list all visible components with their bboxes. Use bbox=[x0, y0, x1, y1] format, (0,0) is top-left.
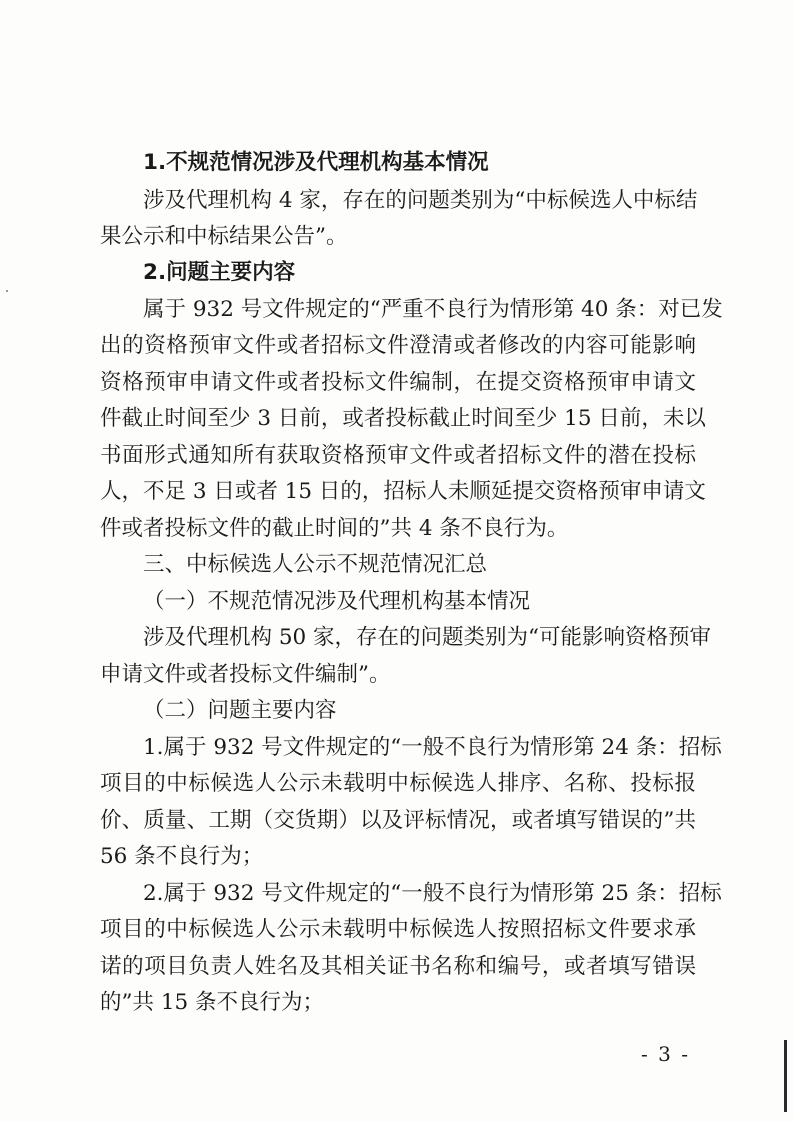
list-item-line: 56 条不良行为； bbox=[100, 844, 264, 869]
scan-edge-mark bbox=[784, 1040, 787, 1112]
scan-speck bbox=[6, 290, 8, 292]
section1-heading: 1.不规范情况涉及代理机构基本情况 bbox=[143, 150, 489, 175]
list-item-line: 价、质量、工期（交货期）以及评标情况，或者填写错误的”共 bbox=[100, 808, 696, 833]
paragraph-line: 件截止时间至少 3 日前，或者投标截止时间至少 15 日前，未以 bbox=[100, 406, 706, 431]
paragraph-line: 申请文件或者投标文件编制”。 bbox=[100, 662, 391, 687]
paragraph-line: 资格预审申请文件或者投标文件编制，在提交资格预审申请文 bbox=[100, 370, 696, 395]
list-item-line: 的”共 15 条不良行为； bbox=[100, 990, 325, 1015]
paragraph-line: 属于 932 号文件规定的“严重不良行为情形第 40 条：对已发 bbox=[143, 297, 723, 322]
page-number: - 3 - bbox=[641, 1042, 690, 1066]
paragraph-line: 人，不足 3 日或者 15 日的，招标人未顺延提交资格预审申请文 bbox=[100, 479, 706, 504]
paragraph-line: 件或者投标文件的截止时间的”共 4 条不良行为。 bbox=[100, 516, 569, 541]
list-item-line: 项目的中标候选人公示未载明中标候选人排序、名称、投标报 bbox=[100, 771, 696, 796]
paragraph-line: 涉及代理机构 50 家，存在的问题类别为“可能影响资格预审 bbox=[143, 625, 712, 650]
paragraph-line: 涉及代理机构 4 家，存在的问题类别为“中标候选人中标结 bbox=[143, 188, 698, 213]
paragraph-line: 书面形式通知所有获取资格预审文件或者招标文件的潜在投标 bbox=[100, 443, 696, 468]
list-item-line: 1.属于 932 号文件规定的“一般不良行为情形第 24 条：招标 bbox=[143, 735, 722, 760]
list-item-line: 项目的中标候选人公示未载明中标候选人按照招标文件要求承 bbox=[100, 917, 696, 942]
paragraph-line: 出的资格预审文件或者招标文件澄清或者修改的内容可能影响 bbox=[100, 333, 696, 358]
section2-heading: 2.问题主要内容 bbox=[143, 260, 296, 285]
subsection1-heading: （一）不规范情况涉及代理机构基本情况 bbox=[143, 589, 531, 614]
subsection2-heading: （二）问题主要内容 bbox=[143, 698, 337, 723]
list-item-line: 诺的项目负责人姓名及其相关证书名称和编号，或者填写错误 bbox=[100, 954, 696, 979]
paragraph-line: 果公示和中标结果公告”。 bbox=[100, 224, 348, 249]
list-item-line: 2.属于 932 号文件规定的“一般不良行为情形第 25 条：招标 bbox=[143, 881, 722, 906]
section3-heading: 三、中标候选人公示不规范情况汇总 bbox=[143, 552, 488, 577]
